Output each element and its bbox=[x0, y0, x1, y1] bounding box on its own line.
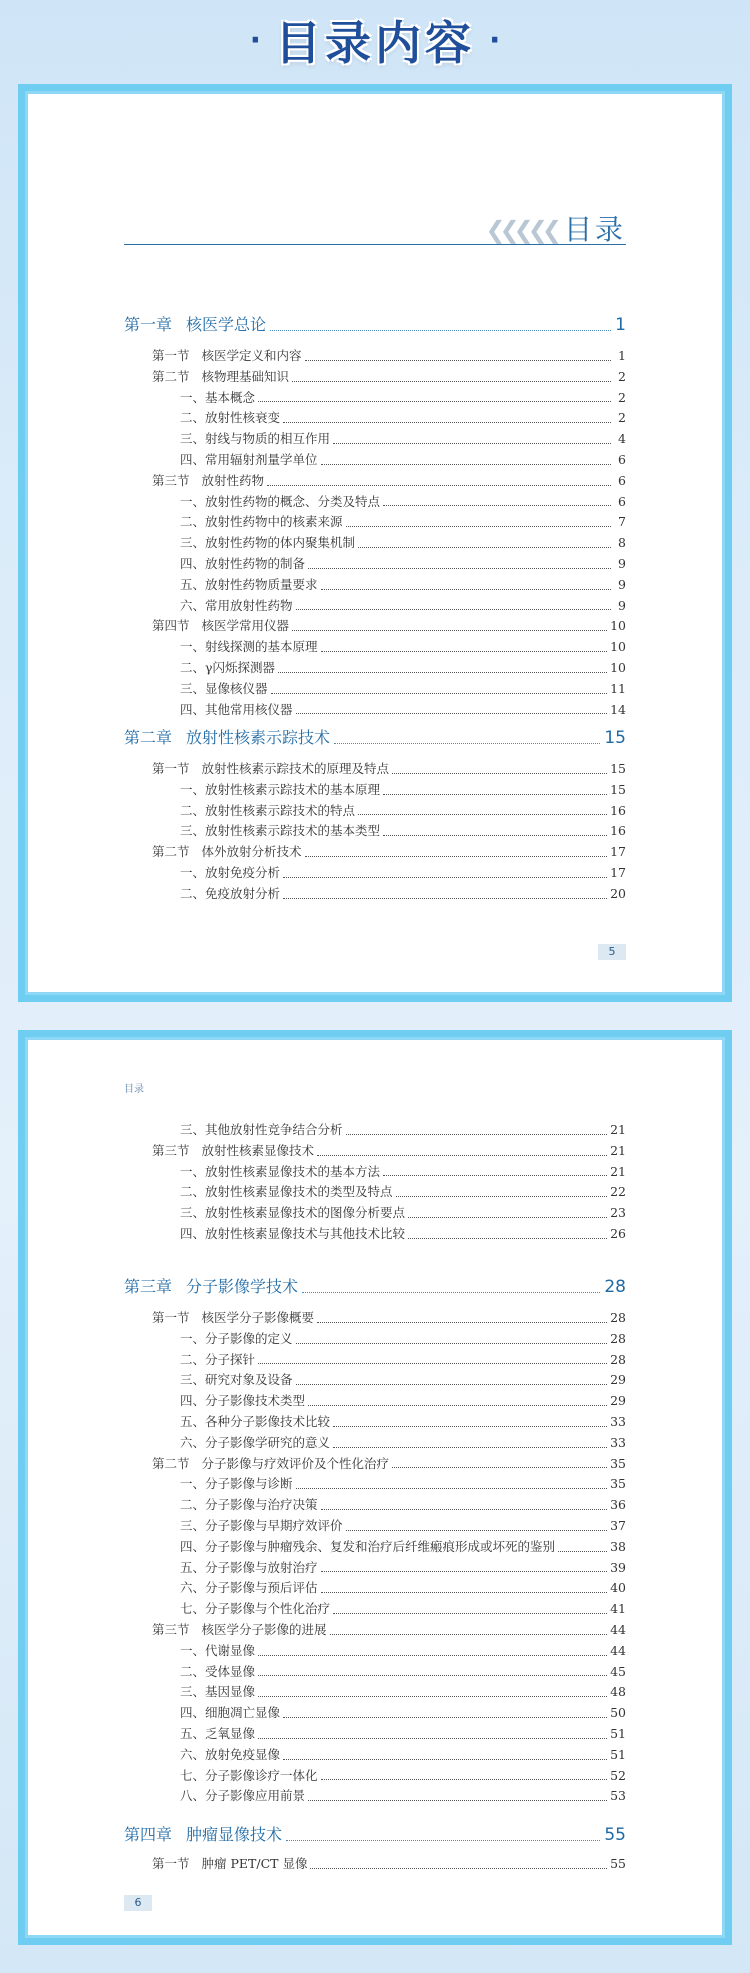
dot-leader bbox=[283, 422, 611, 423]
toc-section-row[interactable] bbox=[124, 1308, 626, 1329]
dot-leader bbox=[321, 1509, 608, 1510]
toc-list bbox=[124, 759, 626, 905]
dot-leader bbox=[346, 526, 611, 527]
entry-title: 分子影像与疗效评价及个性化治疗 bbox=[201, 1455, 390, 1471]
entry-title: 肿瘤 PET/CT 显像 bbox=[201, 1856, 308, 1871]
toc-subsection-row[interactable] bbox=[124, 700, 626, 721]
entry-page: 26 bbox=[610, 1225, 626, 1241]
entry-title: 六、放射免疫显像 bbox=[180, 1746, 281, 1762]
dot-leader bbox=[346, 1134, 608, 1135]
dot-leader bbox=[321, 1779, 608, 1780]
toc-section-row[interactable] bbox=[124, 367, 626, 388]
entry-title: 二、受体显像 bbox=[180, 1663, 256, 1679]
entry-title: 三、显像核仪器 bbox=[180, 680, 268, 696]
toc-subsection-row[interactable] bbox=[124, 1558, 626, 1579]
dot-leader bbox=[258, 1696, 607, 1697]
toc-subsection-row[interactable] bbox=[124, 512, 626, 533]
chapter-page: 55 bbox=[604, 1825, 626, 1845]
entry-page: 9 bbox=[618, 576, 626, 592]
toc-subsection-row[interactable] bbox=[124, 1182, 626, 1203]
toc-subsection-row[interactable] bbox=[124, 1766, 626, 1787]
entry-page: 53 bbox=[610, 1788, 626, 1804]
entry-page: 6 bbox=[618, 451, 626, 467]
toc-subsection-row[interactable] bbox=[124, 408, 626, 429]
chapter-page: 1 bbox=[615, 315, 626, 335]
page-number: 6 bbox=[124, 1895, 152, 1911]
entry-page: 28 bbox=[610, 1351, 626, 1367]
toc-subsection-row[interactable] bbox=[124, 1433, 626, 1454]
toc-subsection-row[interactable] bbox=[124, 554, 626, 575]
entry-page: 52 bbox=[610, 1767, 626, 1783]
toc-subsection-row[interactable] bbox=[124, 492, 626, 513]
entry-page: 10 bbox=[610, 618, 626, 634]
toc-subsection-row[interactable] bbox=[124, 1578, 626, 1599]
chapter-heading[interactable] bbox=[124, 725, 626, 751]
toc-section-row[interactable] bbox=[124, 346, 626, 367]
chapter-number: 第一章 bbox=[124, 315, 173, 334]
dot-leader bbox=[302, 1292, 600, 1293]
dot-leader bbox=[286, 1840, 600, 1841]
dot-leader bbox=[558, 1551, 607, 1552]
dot-leader bbox=[283, 898, 607, 899]
entry-page: 37 bbox=[610, 1517, 626, 1533]
entry-page: 9 bbox=[618, 597, 626, 613]
entry-page: 33 bbox=[610, 1413, 626, 1429]
dot-leader bbox=[317, 1322, 607, 1323]
entry-title: 一、代谢显像 bbox=[180, 1642, 256, 1658]
dot-leader bbox=[292, 381, 611, 382]
banner-dot-left: · bbox=[249, 22, 261, 58]
running-head: 目录 bbox=[124, 1084, 144, 1095]
entry-page: 44 bbox=[610, 1621, 626, 1637]
entry-page: 23 bbox=[610, 1205, 626, 1221]
dot-leader bbox=[267, 485, 611, 486]
toc-subsection-row[interactable] bbox=[124, 658, 626, 679]
dot-leader bbox=[308, 1405, 607, 1406]
entry-title: 二、放射性药物中的核素来源 bbox=[180, 514, 343, 530]
entry-page: 4 bbox=[618, 431, 626, 447]
section-number: 第二节 bbox=[152, 1455, 190, 1471]
dot-leader bbox=[358, 814, 607, 815]
chapter-page: 28 bbox=[604, 1277, 626, 1297]
entry-page: 55 bbox=[610, 1856, 626, 1871]
toc-subsection-row[interactable] bbox=[124, 1203, 626, 1224]
toc-subsection-row[interactable] bbox=[124, 679, 626, 700]
entry-title: 四、常用辐射剂量学单位 bbox=[180, 451, 318, 467]
dot-leader bbox=[308, 1800, 607, 1801]
section-number: 第一节 bbox=[152, 1310, 190, 1325]
entry-title: 一、放射免疫分析 bbox=[180, 864, 281, 880]
toc-subsection-row[interactable] bbox=[124, 821, 626, 842]
toc-subsection-row[interactable] bbox=[124, 1786, 626, 1807]
dot-leader bbox=[308, 568, 611, 569]
toc-section-row[interactable] bbox=[124, 842, 626, 863]
toc-section-row[interactable] bbox=[124, 1854, 626, 1875]
chapter-heading[interactable] bbox=[124, 312, 626, 338]
toc-title: 目录 bbox=[563, 213, 626, 246]
header-banner bbox=[0, 0, 750, 80]
toc-subsection-row[interactable] bbox=[124, 1745, 626, 1766]
entry-page: 28 bbox=[610, 1310, 626, 1325]
toc-subsection-row[interactable] bbox=[124, 1162, 626, 1183]
dot-leader bbox=[383, 835, 607, 836]
toc-subsection-row[interactable] bbox=[124, 1662, 626, 1683]
entry-title: 四、其他常用核仪器 bbox=[180, 701, 293, 717]
entry-page: 22 bbox=[610, 1184, 626, 1200]
dot-leader bbox=[346, 1530, 608, 1531]
entry-page: 21 bbox=[610, 1122, 626, 1137]
entry-title: 三、放射性核素示踪技术的基本类型 bbox=[180, 823, 381, 839]
entry-page: 21 bbox=[610, 1142, 626, 1158]
dot-leader bbox=[383, 1175, 607, 1176]
chapter-title: 核医学总论 bbox=[186, 315, 267, 334]
chapter-page: 15 bbox=[604, 728, 626, 748]
toc-page-2 bbox=[28, 1040, 722, 1935]
entry-title: 一、基本概念 bbox=[180, 389, 256, 405]
toc-page-1 bbox=[28, 94, 722, 992]
toc-subsection-row[interactable] bbox=[124, 1350, 626, 1371]
toc-chapter-1-block bbox=[124, 312, 626, 720]
toc-subsection-row[interactable] bbox=[124, 1391, 626, 1412]
entry-title: 二、放射性核素示踪技术的特点 bbox=[180, 802, 356, 818]
entry-page: 8 bbox=[618, 535, 626, 551]
toc-subsection-row[interactable] bbox=[124, 1329, 626, 1350]
entry-title: 八、分子影像应用前景 bbox=[180, 1788, 306, 1804]
toc-section-row[interactable] bbox=[124, 471, 626, 492]
chapter-number: 第四章 bbox=[124, 1825, 173, 1844]
dot-leader bbox=[408, 1217, 607, 1218]
chapter-heading[interactable] bbox=[124, 1822, 626, 1848]
entry-title: 六、分子影像学研究的意义 bbox=[180, 1434, 331, 1450]
entry-title: 三、分子影像与早期疗效评价 bbox=[180, 1517, 343, 1533]
entry-page: 33 bbox=[610, 1434, 626, 1450]
section-number: 第一节 bbox=[152, 761, 190, 776]
entry-page: 16 bbox=[610, 823, 626, 839]
page-frame-2 bbox=[18, 1030, 732, 1945]
toc-subsection-row[interactable] bbox=[124, 1724, 626, 1745]
entry-title: 四、放射性药物的制备 bbox=[180, 555, 306, 571]
entry-title: 二、分子影像与治疗决策 bbox=[180, 1497, 318, 1513]
section-number: 第三节 bbox=[152, 1621, 190, 1637]
toc-list bbox=[124, 1308, 626, 1807]
entry-page: 10 bbox=[610, 639, 626, 655]
dot-leader bbox=[258, 1675, 607, 1676]
section-number: 第三节 bbox=[152, 1142, 190, 1158]
toc-subsection-row[interactable] bbox=[124, 596, 626, 617]
toc-subsection-row[interactable] bbox=[124, 1495, 626, 1516]
toc-subsection-row[interactable] bbox=[124, 533, 626, 554]
entry-page: 6 bbox=[618, 472, 626, 488]
entry-title: 三、放射性核素显像技术的图像分析要点 bbox=[180, 1205, 406, 1221]
dot-leader bbox=[283, 1759, 607, 1760]
section-number: 第二节 bbox=[152, 368, 190, 384]
entry-title: 六、常用放射性药物 bbox=[180, 597, 293, 613]
entry-title: 二、免疫放射分析 bbox=[180, 885, 281, 901]
entry-title: 三、其他放射性竞争结合分析 bbox=[180, 1122, 343, 1137]
toc-subsection-row[interactable] bbox=[124, 863, 626, 884]
toc-section-row[interactable] bbox=[124, 1620, 626, 1641]
entry-page: 29 bbox=[610, 1393, 626, 1409]
entry-title: 一、放射性核素示踪技术的基本原理 bbox=[180, 781, 381, 797]
dot-leader bbox=[283, 877, 607, 878]
entry-page: 50 bbox=[610, 1705, 626, 1721]
toc-subsection-row[interactable] bbox=[124, 780, 626, 801]
entry-title: 一、放射性药物的概念、分类及特点 bbox=[180, 493, 381, 509]
toc-subsection-row[interactable] bbox=[124, 637, 626, 658]
toc-chapter-3-block bbox=[124, 1274, 626, 1807]
toc-chapter-4-block bbox=[124, 1822, 626, 1875]
dot-leader bbox=[258, 1655, 607, 1656]
dot-leader bbox=[321, 651, 608, 652]
toc-subsection-row[interactable] bbox=[124, 1682, 626, 1703]
dot-leader bbox=[383, 794, 607, 795]
entry-title: 五、乏氧显像 bbox=[180, 1725, 256, 1741]
entry-title: 放射性药物 bbox=[201, 472, 265, 488]
entry-page: 16 bbox=[610, 802, 626, 818]
toc-subsection-row[interactable] bbox=[124, 1537, 626, 1558]
entry-title: 四、细胞凋亡显像 bbox=[180, 1705, 281, 1721]
entry-page: 35 bbox=[610, 1476, 626, 1492]
toc-subsection-row[interactable] bbox=[124, 1516, 626, 1537]
entry-page: 44 bbox=[610, 1642, 626, 1658]
toc-subsection-row[interactable] bbox=[124, 1412, 626, 1433]
entry-page: 14 bbox=[610, 701, 626, 717]
toc-continued-block bbox=[124, 1120, 626, 1245]
entry-title: 三、研究对象及设备 bbox=[180, 1372, 293, 1388]
toc-section-row[interactable] bbox=[124, 616, 626, 637]
entry-title: 核医学定义和内容 bbox=[201, 348, 302, 363]
toc-subsection-row[interactable] bbox=[124, 1703, 626, 1724]
entry-title: 六、分子影像与预后评估 bbox=[180, 1580, 318, 1596]
dot-leader bbox=[310, 1868, 607, 1869]
dot-leader bbox=[283, 1717, 607, 1718]
entry-page: 15 bbox=[610, 781, 626, 797]
entry-page: 39 bbox=[610, 1559, 626, 1575]
dot-leader bbox=[296, 1343, 608, 1344]
entry-title: 三、射线与物质的相互作用 bbox=[180, 431, 331, 447]
dot-leader bbox=[305, 360, 611, 361]
chapter-number: 第二章 bbox=[124, 728, 173, 747]
chevrons-decoration: ❮❮❮❮❮ bbox=[485, 216, 556, 244]
dot-leader bbox=[270, 330, 611, 331]
entry-title: 二、分子探针 bbox=[180, 1351, 256, 1367]
entry-page: 10 bbox=[610, 659, 626, 675]
entry-title: 七、分子影像诊疗一体化 bbox=[180, 1767, 318, 1783]
toc-section-row[interactable] bbox=[124, 1454, 626, 1475]
dot-leader bbox=[305, 856, 608, 857]
entry-title: 四、分子影像与肿瘤残余、复发和治疗后纤维瘢痕形成或坏死的鉴别 bbox=[180, 1538, 556, 1554]
entry-title: 放射性核素显像技术 bbox=[201, 1142, 315, 1158]
section-number: 第四节 bbox=[152, 618, 190, 634]
banner-title: 目录内容 bbox=[275, 16, 475, 70]
entry-title: 三、基因显像 bbox=[180, 1684, 256, 1700]
entry-page: 17 bbox=[610, 844, 626, 860]
entry-page: 48 bbox=[610, 1684, 626, 1700]
entry-page: 29 bbox=[610, 1372, 626, 1388]
dot-leader bbox=[292, 630, 607, 631]
toc-list bbox=[124, 346, 626, 720]
entry-title: 二、γ闪烁探测器 bbox=[180, 659, 275, 675]
entry-title: 五、分子影像与放射治疗 bbox=[180, 1559, 318, 1575]
entry-title: 一、分子影像与诊断 bbox=[180, 1476, 293, 1492]
entry-page: 9 bbox=[618, 555, 626, 571]
toc-subsection-row[interactable] bbox=[124, 450, 626, 471]
entry-page: 21 bbox=[610, 1163, 626, 1179]
toc-subsection-row[interactable] bbox=[124, 388, 626, 409]
toc-subsection-row[interactable] bbox=[124, 1224, 626, 1245]
toc-subsection-row[interactable] bbox=[124, 1370, 626, 1391]
toc-subsection-row[interactable] bbox=[124, 1641, 626, 1662]
dot-leader bbox=[392, 773, 607, 774]
chapter-title: 分子影像学技术 bbox=[186, 1277, 299, 1296]
section-number: 第一节 bbox=[152, 1856, 190, 1871]
toc-section-row[interactable] bbox=[124, 759, 626, 780]
section-number: 第三节 bbox=[152, 472, 190, 488]
chapter-number: 第三章 bbox=[124, 1277, 173, 1296]
entry-page: 41 bbox=[610, 1601, 626, 1617]
dot-leader bbox=[296, 609, 611, 610]
dot-leader bbox=[321, 464, 611, 465]
toc-header bbox=[124, 213, 626, 246]
toc-subsection-row[interactable] bbox=[124, 1599, 626, 1620]
toc-subsection-row[interactable] bbox=[124, 575, 626, 596]
entry-title: 三、放射性药物的体内聚集机制 bbox=[180, 535, 356, 551]
entry-page: 51 bbox=[610, 1746, 626, 1762]
toc-section-row[interactable] bbox=[124, 1141, 626, 1162]
entry-page: 2 bbox=[618, 389, 626, 405]
toc-list bbox=[124, 1120, 626, 1245]
entry-title: 核医学分子影像概要 bbox=[201, 1310, 315, 1325]
dot-leader bbox=[258, 1738, 607, 1739]
section-number: 第一节 bbox=[152, 348, 190, 363]
entry-title: 放射性核素示踪技术的原理及特点 bbox=[201, 761, 390, 776]
entry-title: 五、各种分子影像技术比较 bbox=[180, 1413, 331, 1429]
entry-page: 35 bbox=[610, 1455, 626, 1471]
entry-title: 一、放射性核素显像技术的基本方法 bbox=[180, 1163, 381, 1179]
entry-page: 15 bbox=[610, 761, 626, 776]
chapter-title: 放射性核素示踪技术 bbox=[186, 728, 331, 747]
entry-page: 40 bbox=[610, 1580, 626, 1596]
entry-title: 核物理基础知识 bbox=[201, 368, 290, 384]
toc-subsection-row[interactable] bbox=[124, 801, 626, 822]
entry-title: 核医学分子影像的进展 bbox=[201, 1621, 327, 1637]
banner-dot-right: · bbox=[489, 22, 501, 58]
chapter-title: 肿瘤显像技术 bbox=[186, 1825, 283, 1844]
entry-page: 1 bbox=[618, 348, 626, 363]
dot-leader bbox=[330, 1634, 608, 1635]
entry-page: 36 bbox=[610, 1497, 626, 1513]
dot-leader bbox=[333, 1447, 607, 1448]
dot-leader bbox=[296, 1488, 608, 1489]
entry-page: 38 bbox=[610, 1538, 626, 1554]
dot-leader bbox=[321, 589, 611, 590]
entry-title: 二、放射性核衰变 bbox=[180, 410, 281, 426]
dot-leader bbox=[358, 547, 611, 548]
page-frame-1 bbox=[18, 84, 732, 1002]
toc-subsection-row[interactable] bbox=[124, 884, 626, 905]
dot-leader bbox=[258, 401, 611, 402]
entry-page: 28 bbox=[610, 1330, 626, 1346]
dot-leader bbox=[321, 1571, 608, 1572]
entry-title: 体外放射分析技术 bbox=[201, 844, 302, 860]
entry-page: 2 bbox=[618, 368, 626, 384]
entry-title: 核医学常用仪器 bbox=[201, 618, 290, 634]
entry-page: 7 bbox=[618, 514, 626, 530]
dot-leader bbox=[333, 1426, 607, 1427]
toc-chapter-2-block bbox=[124, 725, 626, 905]
entry-page: 45 bbox=[610, 1663, 626, 1679]
entry-title: 七、分子影像与个性化治疗 bbox=[180, 1601, 331, 1617]
entry-page: 17 bbox=[610, 864, 626, 880]
section-number: 第二节 bbox=[152, 844, 190, 860]
entry-page: 51 bbox=[610, 1725, 626, 1741]
dot-leader bbox=[333, 443, 611, 444]
dot-leader bbox=[383, 505, 611, 506]
entry-title: 一、分子影像的定义 bbox=[180, 1330, 293, 1346]
toc-subsection-row[interactable] bbox=[124, 1474, 626, 1495]
dot-leader bbox=[333, 1613, 607, 1614]
page-number: 5 bbox=[598, 944, 626, 960]
entry-title: 四、放射性核素显像技术与其他技术比较 bbox=[180, 1225, 406, 1241]
dot-leader bbox=[321, 1592, 608, 1593]
dot-leader bbox=[271, 693, 608, 694]
dot-leader bbox=[334, 743, 600, 744]
dot-leader bbox=[278, 672, 607, 673]
entry-title: 五、放射性药物质量要求 bbox=[180, 576, 318, 592]
dot-leader bbox=[317, 1155, 607, 1156]
chapter-heading[interactable] bbox=[124, 1274, 626, 1300]
entry-page: 20 bbox=[610, 885, 626, 901]
dot-leader bbox=[258, 1363, 607, 1364]
dot-leader bbox=[296, 1384, 608, 1385]
entry-title: 四、分子影像技术类型 bbox=[180, 1393, 306, 1409]
dot-leader bbox=[296, 713, 608, 714]
toc-subsection-row[interactable] bbox=[124, 1120, 626, 1141]
dot-leader bbox=[408, 1238, 607, 1239]
dot-leader bbox=[392, 1467, 607, 1468]
entry-page: 6 bbox=[618, 493, 626, 509]
toc-list bbox=[124, 1854, 626, 1875]
dot-leader bbox=[396, 1196, 608, 1197]
entry-page: 2 bbox=[618, 410, 626, 426]
toc-subsection-row[interactable] bbox=[124, 429, 626, 450]
entry-title: 一、射线探测的基本原理 bbox=[180, 639, 318, 655]
entry-page: 11 bbox=[610, 680, 626, 696]
entry-title: 二、放射性核素显像技术的类型及特点 bbox=[180, 1184, 393, 1200]
